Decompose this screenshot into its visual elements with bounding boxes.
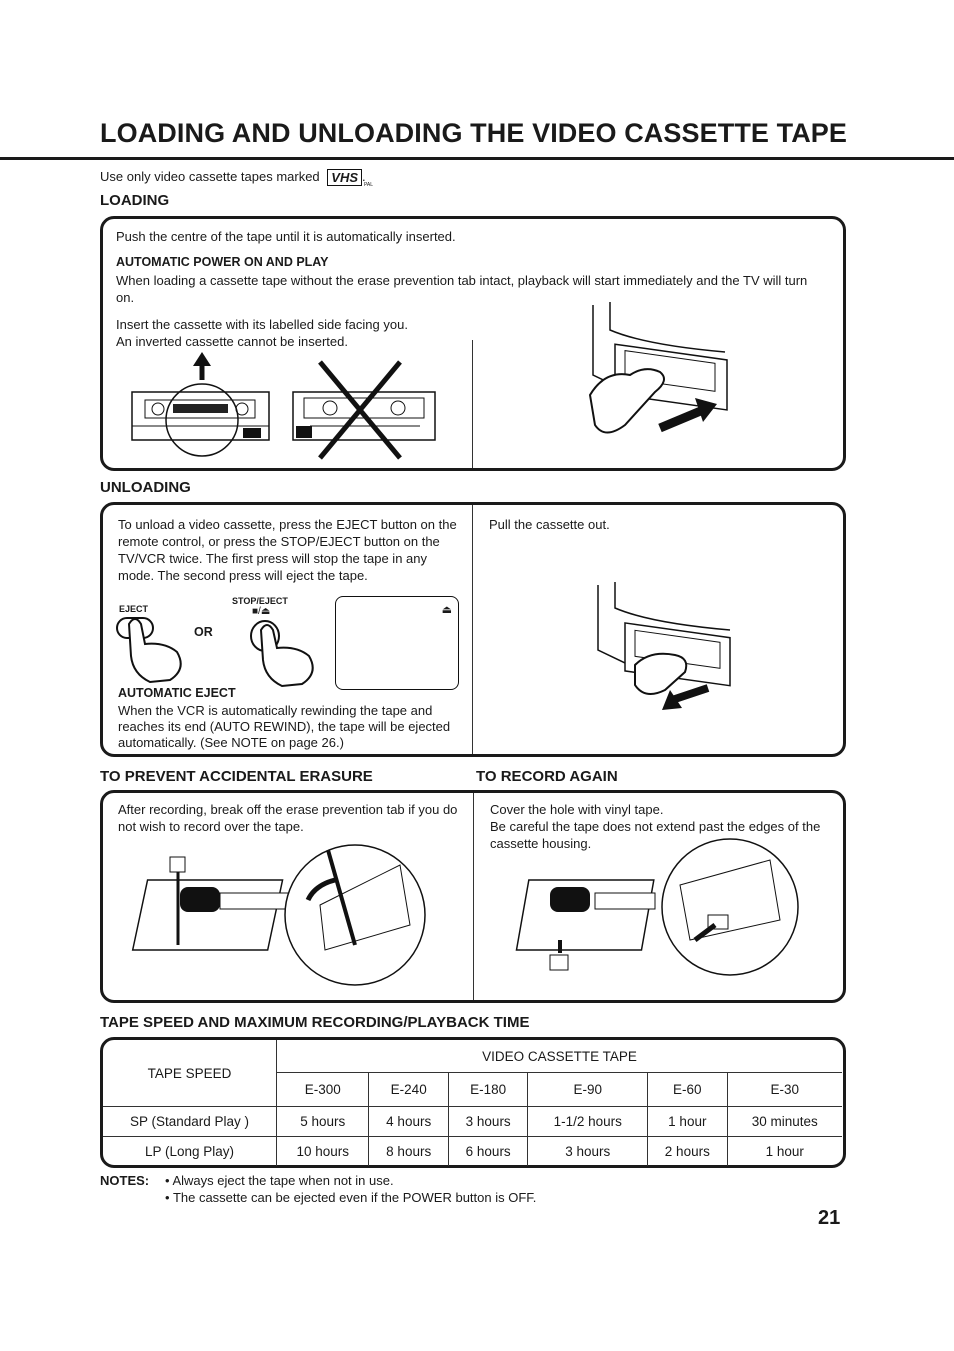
tv-screen-illustration bbox=[335, 596, 459, 690]
auto-eject-text: When the VCR is automatically rewinding the tape and reaches its end (AUTO REWIND), the tape will be ejected automatically. (See NOTE on page 26.) bbox=[118, 703, 451, 750]
table-cell: 3 hours bbox=[528, 1137, 648, 1167]
cassette-inverted-illustration bbox=[290, 360, 440, 460]
prevent-text: After recording, break off the erase prevention tab if you do not wish to record over the tape. bbox=[118, 802, 458, 834]
table-row bbox=[103, 1137, 842, 1167]
tape-speed-table bbox=[103, 1040, 842, 1166]
eject-screen-icon: ⏏ bbox=[441, 604, 452, 616]
table-cell: 1-1/2 hours bbox=[528, 1107, 648, 1137]
auto-eject-heading: AUTOMATIC EJECT bbox=[118, 686, 236, 700]
intro-text: Use only video cassette tapes marked VHS PAL . bbox=[100, 169, 374, 189]
pull-text: Pull the cassette out. bbox=[489, 517, 610, 532]
or-label: OR bbox=[194, 625, 213, 639]
tape-speed-col-header: TAPE SPEED bbox=[103, 1040, 277, 1107]
tape-speed-heading: TAPE SPEED AND MAXIMUM RECORDING/PLAYBACK TIME bbox=[100, 1014, 530, 1031]
tv-insert-illustration bbox=[585, 300, 735, 445]
unloading-heading: UNLOADING bbox=[100, 479, 191, 496]
table-cell: 10 hours bbox=[277, 1137, 369, 1167]
speed-label: LP (Long Play) bbox=[103, 1137, 277, 1167]
table-cell: 30 minutes bbox=[727, 1107, 842, 1137]
video-cassette-header: VIDEO CASSETTE TAPE bbox=[277, 1040, 843, 1073]
cassette-correct-illustration bbox=[125, 350, 275, 460]
note-item: • Always eject the tape when not in use. bbox=[165, 1173, 394, 1188]
eject-label: EJECT bbox=[119, 604, 149, 614]
table-cell: 6 hours bbox=[448, 1137, 527, 1167]
erasure-divider bbox=[473, 793, 474, 1000]
tape-type-header: E-30 bbox=[727, 1073, 842, 1107]
intro-label: Use only video cassette tapes marked bbox=[100, 169, 320, 184]
stop-eject-button-illustration[interactable] bbox=[245, 618, 320, 688]
eject-button-illustration[interactable] bbox=[115, 614, 190, 684]
stop-eject-label: STOP/EJECT bbox=[232, 596, 288, 606]
tape-type-header: E-240 bbox=[369, 1073, 448, 1107]
vhs-logo: VHS PAL bbox=[327, 169, 362, 186]
note-item: • The cassette can be ejected even if the POWER button is OFF. bbox=[165, 1190, 537, 1205]
table-cell: 1 hour bbox=[727, 1137, 842, 1167]
loading-divider bbox=[472, 340, 473, 468]
title-rule bbox=[0, 157, 954, 160]
table-row bbox=[103, 1107, 842, 1137]
table-cell: 8 hours bbox=[369, 1137, 448, 1167]
cover-hole-illustration bbox=[530, 845, 840, 975]
speed-label: SP (Standard Play ) bbox=[103, 1107, 277, 1137]
record-again-text: Cover the hole with vinyl tape. Be careful the tape does not extend past the edges of the cassette housing. bbox=[490, 802, 821, 851]
auto-power-text: When loading a cassette tape without the erase prevention tab intact, playback will start immediately and the TV will turn on. bbox=[116, 273, 808, 305]
record-again-heading: TO RECORD AGAIN bbox=[476, 768, 618, 785]
tape-type-header: E-60 bbox=[648, 1073, 727, 1107]
auto-power-heading: AUTOMATIC POWER ON AND PLAY bbox=[116, 255, 329, 269]
tape-type-header: E-180 bbox=[448, 1073, 527, 1107]
unloading-text: To unload a video cassette, press the EJECT button on the remote control, or press the STOP/EJECT button on the TV/VCR twice. The first press will stop the tape in any mode. The second press will eject the tape. bbox=[118, 517, 457, 583]
loading-push-text: Push the centre of the tape until it is automatically inserted. bbox=[116, 229, 456, 244]
table-cell: 2 hours bbox=[648, 1137, 727, 1167]
table-cell: 5 hours bbox=[277, 1107, 369, 1137]
page-title: LOADING AND UNLOADING THE VIDEO CASSETTE TAPE bbox=[100, 118, 848, 148]
prevent-heading: TO PREVENT ACCIDENTAL ERASURE bbox=[100, 768, 373, 785]
table-cell: 4 hours bbox=[369, 1107, 448, 1137]
notes-label: NOTES: bbox=[100, 1173, 150, 1188]
tape-type-header: E-300 bbox=[277, 1073, 369, 1107]
unloading-divider bbox=[472, 505, 473, 754]
insert-text: Insert the cassette with its labelled side facing you. An inverted cassette cannot be inserted. bbox=[116, 317, 408, 349]
table-cell: 1 hour bbox=[648, 1107, 727, 1137]
tv-pull-illustration bbox=[590, 580, 740, 720]
table-cell: 3 hours bbox=[448, 1107, 527, 1137]
loading-heading: LOADING bbox=[100, 192, 170, 209]
tape-type-header: E-90 bbox=[528, 1073, 648, 1107]
stop-eject-symbol: ■/⏏ bbox=[252, 606, 271, 617]
page-number: 21 bbox=[818, 1207, 841, 1229]
break-tab-illustration bbox=[150, 845, 465, 980]
